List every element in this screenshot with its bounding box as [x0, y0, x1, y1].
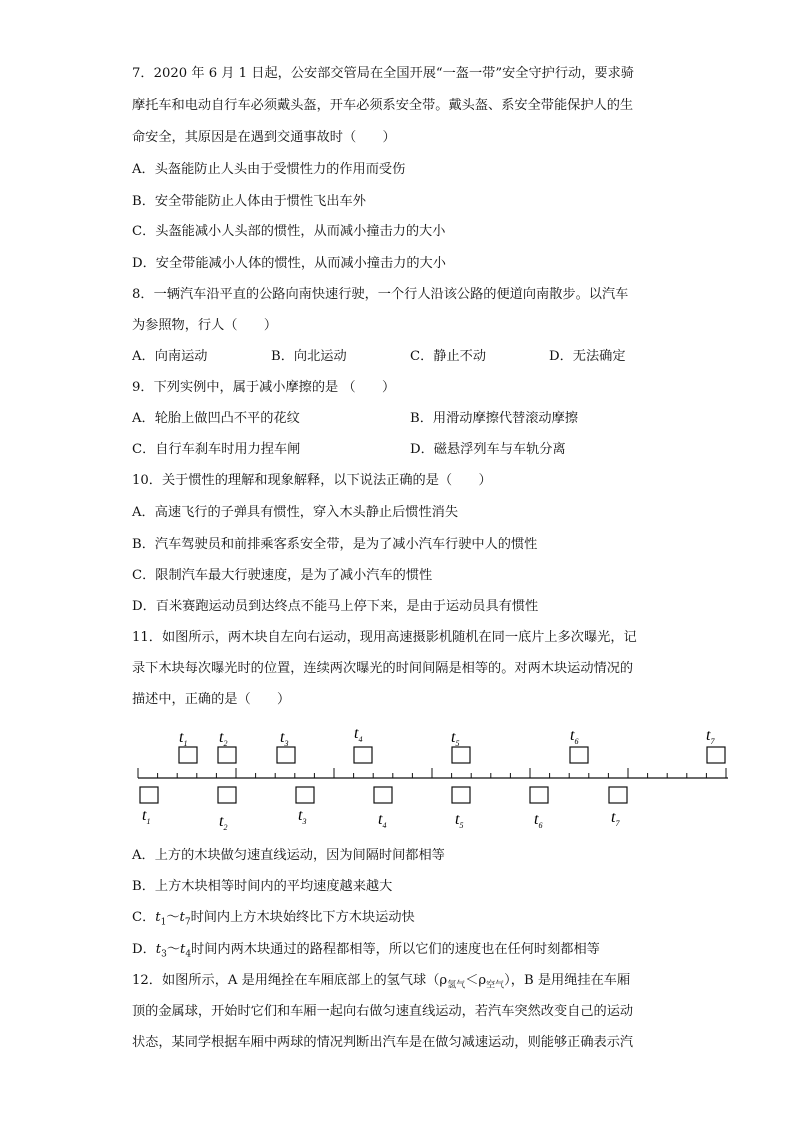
bottom-label-t5: $t_5$ [455, 811, 464, 830]
q7-option-b[interactable]: B．安全带能防止人体由于惯性飞出车外 [132, 194, 366, 209]
q10-option-a[interactable]: A．高速飞行的子弹具有惯性，穿入木头静止后惯性消失 [132, 505, 459, 520]
top-block-t6 [570, 747, 588, 763]
q9-option-d[interactable]: D．磁悬浮列车与车轨分离 [410, 442, 566, 457]
bottom-block-t4 [374, 787, 392, 803]
top-block-t5 [452, 747, 470, 763]
q11-option-d-sub3: 3 [161, 949, 167, 960]
bottom-block-t3 [296, 787, 314, 803]
q11-option-d-text: 时间内两木块通过的路程都相等，所以它们的速度也在任何时刻都相等 [191, 942, 600, 957]
top-label-t6: $t_6$ [570, 727, 579, 746]
q11-option-c-sub7: 7 [184, 917, 191, 928]
top-label-t3: $t_3$ [280, 729, 289, 748]
q8-option-c[interactable]: C．静止不动 [410, 349, 487, 364]
q11-option-d-t4: t [180, 942, 186, 957]
top-block-t4 [354, 747, 372, 763]
bottom-block-t5 [452, 787, 470, 803]
top-block-t3 [277, 747, 295, 763]
q11-option-d-prefix: D． [132, 942, 156, 957]
q7-stem-line-3: 命安全，其原因是在遇到交通事故时（ ） [132, 130, 396, 145]
bottom-label-t1: $t_1$ [142, 807, 151, 826]
q7-option-d[interactable]: D．安全带能减小人体的惯性，从而减小撞击力的大小 [132, 256, 446, 271]
q12-line1-pre: 12．如图所示，A 是用绳拴在车厢底部上的氢气球（ρ [132, 973, 448, 988]
q12-line1-mid: ＜ρ [465, 973, 487, 988]
q11-option-d-t3: t [155, 942, 162, 957]
bottom-label-t3: $t_3$ [298, 807, 307, 826]
q9-option-a[interactable]: A．轮胎上做凹凸不平的花纹 [132, 411, 300, 426]
q11-stem-line-2: 录下木块每次曝光时的位置，连续两次曝光的时间间隔是相等的。对两木块运动情况的 [132, 661, 634, 676]
q8-stem-line-1: 8．一辆汽车沿平直的公路向南快速行驶，一个行人沿该公路的便道向南散步。以汽车 [132, 287, 629, 302]
q12-sub-hydrogen: 氢气 [447, 980, 466, 991]
top-label-t7: $t_7$ [706, 727, 715, 746]
q12-stem-line-3: 状态，某同学根据车厢中两球的情况判断出汽车是在做匀减速运动，则能够正确表示汽 [132, 1035, 634, 1050]
top-block-t7 [707, 747, 725, 763]
q9-stem: 9．下列实例中，属于减小摩擦的是 （ ） [132, 380, 396, 395]
q11-option-c-t7: t [179, 910, 185, 925]
bottom-label-t6: $t_6$ [534, 811, 543, 830]
q11-option-b[interactable]: B．上方木块相等时间内的平均速度越来越大 [132, 879, 393, 894]
q11-option-d-tilde: ～ [166, 942, 180, 957]
q7-option-a[interactable]: A．头盔能防止人头由于受惯性力的作用而受伤 [132, 162, 406, 177]
bottom-label-t4: $t_4$ [378, 811, 387, 830]
q12-sub-air: 空气 [486, 980, 505, 991]
top-block-t1 [179, 747, 197, 763]
q8-option-b[interactable]: B．向北运动 [271, 349, 347, 364]
q11-option-d[interactable] [132, 940, 600, 960]
bottom-block-t2 [218, 787, 236, 803]
top-block-t2 [218, 747, 236, 763]
q12-stem-line-2: 顶的金属球，开始时它们和车厢一起向右做匀速直线运动，若汽车突然改变自己的运动 [132, 1004, 634, 1019]
q11-wood-block-figure [130, 720, 730, 835]
q11-option-a[interactable]: A．上方的木块做匀速直线运动，因为间隔时间都相等 [132, 848, 445, 863]
q10-option-d[interactable]: D．百米赛跑运动员到达终点不能马上停下来，是由于运动员具有惯性 [132, 599, 539, 614]
q12-line1-post: ），B 是用绳挂在车厢 [504, 973, 631, 988]
top-label-t4: $t_4$ [354, 725, 363, 744]
q11-option-c-prefix: C． [132, 910, 156, 925]
q9-option-c[interactable]: C．自行车刹车时用力捏车闸 [132, 442, 301, 457]
q11-option-c[interactable] [132, 908, 415, 928]
bottom-block-t6 [530, 787, 548, 803]
bottom-block-t7 [609, 787, 627, 803]
q11-option-c-tilde: ～ [166, 910, 180, 925]
q7-stem-line-1: 7．2020 年 6 月 1 日起，公安部交管局在全国开展“一盔一带”安全守护行动，要求骑 [132, 66, 634, 81]
q8-option-d[interactable]: D．无法确定 [549, 349, 626, 364]
bottom-label-t2: $t_2$ [219, 813, 228, 832]
q8-stem-line-2: 为参照物，行人（ ） [132, 318, 278, 333]
bottom-block-t1 [140, 787, 158, 803]
ruler-scale [138, 768, 728, 778]
q10-stem: 10．关于惯性的理解和现象解释，以下说法正确的是（ ） [132, 473, 492, 488]
q7-option-c[interactable]: C．头盔能减小人头部的惯性，从而减小撞击力的大小 [132, 224, 446, 239]
top-label-t2: $t_2$ [219, 729, 228, 748]
q8-option-a[interactable]: A．向南运动 [132, 349, 208, 364]
q11-stem-line-3: 描述中，正确的是（ ） [132, 692, 291, 707]
q10-option-c[interactable]: C．限制汽车最大行驶速度，是为了减小汽车的惯性 [132, 568, 433, 583]
q11-option-d-sub4: 4 [185, 949, 192, 960]
top-label-t5: $t_5$ [451, 729, 460, 748]
q9-option-b[interactable]: B．用滑动摩擦代替滚动摩擦 [410, 411, 578, 426]
q7-stem-line-2: 摩托车和电动自行车必须戴头盔，开车必须系安全带。戴头盔、系安全带能保护人的生 [132, 98, 634, 113]
q11-stem-line-1: 11．如图所示，两木块自左向右运动，现用高速摄影机随机在同一底片上多次曝光，记 [132, 630, 637, 645]
q11-option-c-sub1: 1 [160, 917, 167, 928]
q11-option-c-t: t [155, 910, 161, 925]
q10-option-b[interactable]: B．汽车驾驶员和前排乘客系安全带，是为了减小汽车行驶中人的惯性 [132, 537, 538, 552]
top-label-t1: $t_1$ [179, 729, 188, 748]
q11-option-c-text: 时间内上方木块始终比下方木块运动快 [190, 910, 415, 925]
q12-stem-line-1 [132, 971, 630, 991]
bottom-label-t7: $t_7$ [611, 809, 620, 828]
